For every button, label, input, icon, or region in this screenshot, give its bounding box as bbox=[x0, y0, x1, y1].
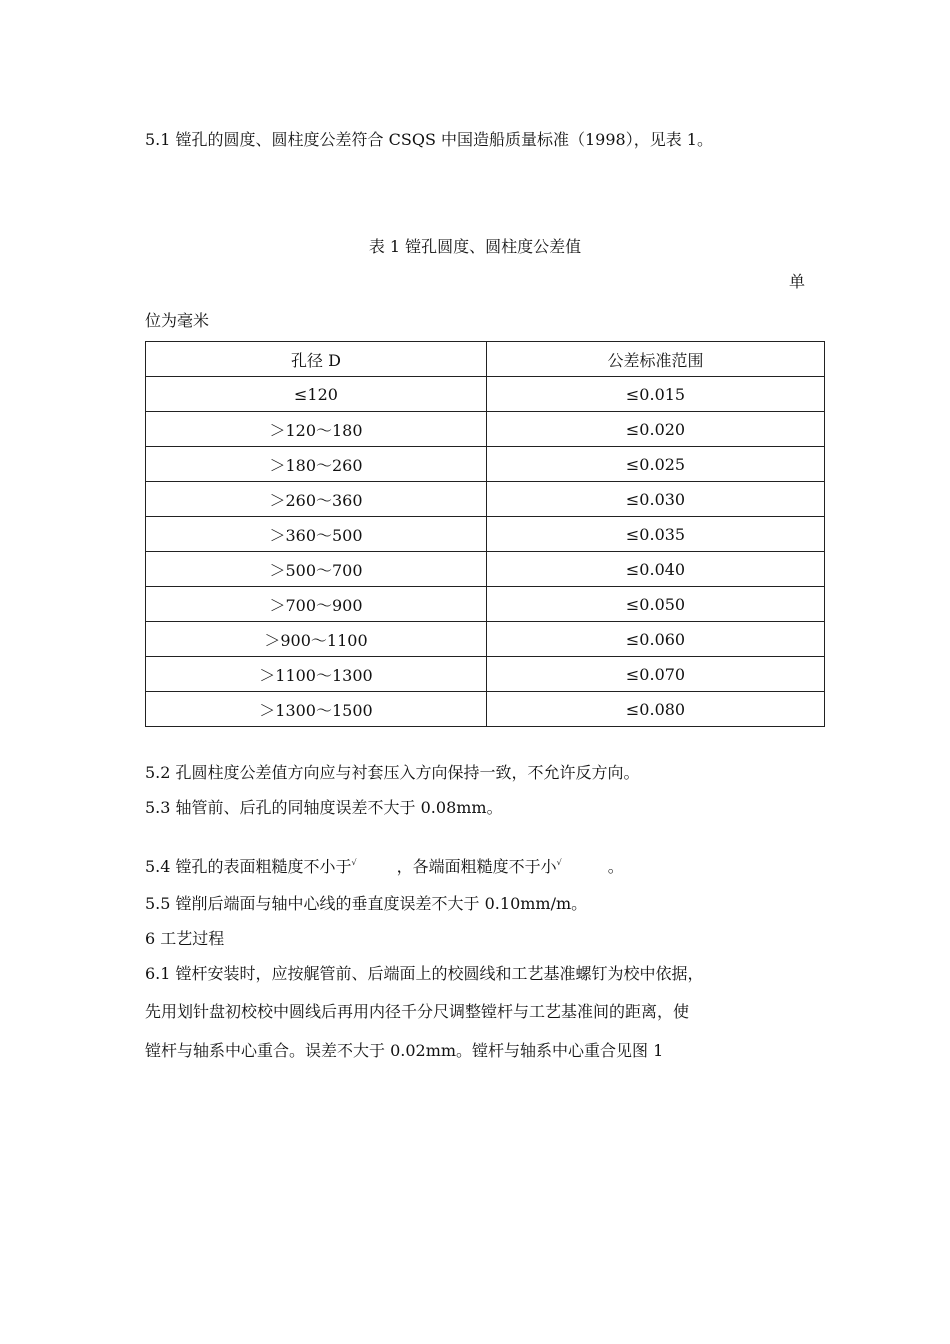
p54-text-1: 5.4 镗孔的表面粗糙度不小于 bbox=[145, 857, 352, 876]
cell-tolerance: ≤0.030 bbox=[487, 482, 825, 517]
cell-hole-diameter: ＞180～260 bbox=[146, 447, 487, 482]
table-row bbox=[146, 552, 825, 587]
paragraph-6-1-line-3: 镗杆与轴系中心重合。误差不大于 0.02mm。镗杆与轴系中心重合见图 1 bbox=[145, 1041, 664, 1060]
p54-text-2: ，各端面粗糙度不于小 bbox=[396, 857, 557, 876]
unit-label-part-2: 位为毫米 bbox=[145, 311, 210, 330]
unit-label-part-1: 单 bbox=[789, 272, 806, 291]
cell-hole-diameter: ＞1300～1500 bbox=[146, 692, 487, 727]
table-row bbox=[146, 622, 825, 657]
table-header-row bbox=[146, 342, 825, 377]
cell-hole-diameter: ＞120～180 bbox=[146, 412, 487, 447]
paragraph-5-2: 5.2 孔圆柱度公差值方向应与衬套压入方向保持一致，不允许反方向。 bbox=[145, 763, 640, 782]
table-title: 表 1 镗孔圆度、圆柱度公差值 bbox=[368, 237, 582, 256]
paragraph-5-3: 5.3 轴管前、后孔的同轴度误差不大于 0.08mm。 bbox=[145, 798, 503, 817]
cell-tolerance: ≤0.015 bbox=[487, 377, 825, 412]
table-row bbox=[146, 482, 825, 517]
cell-tolerance: ≤0.050 bbox=[487, 587, 825, 622]
table-row bbox=[146, 657, 825, 692]
table-row bbox=[146, 412, 825, 447]
tolerance-table bbox=[145, 341, 825, 727]
p54-text-3: 。 bbox=[607, 857, 624, 876]
cell-tolerance: ≤0.080 bbox=[487, 692, 825, 727]
paragraph-6-1-line-1: 6.1 镗杆安装时，应按艉管前、后端面上的校圆线和工艺基准螺钉为校中依据， bbox=[145, 964, 704, 983]
cell-hole-diameter: ＞1100～1300 bbox=[146, 657, 487, 692]
table-row bbox=[146, 377, 825, 412]
cell-hole-diameter: ＞700～900 bbox=[146, 587, 487, 622]
roughness-symbol-icon: √ bbox=[351, 858, 357, 867]
section-heading-6: 6 工艺过程 bbox=[145, 929, 225, 948]
cell-tolerance: ≤0.020 bbox=[487, 412, 825, 447]
cell-tolerance: ≤0.070 bbox=[487, 657, 825, 692]
cell-tolerance: ≤0.060 bbox=[487, 622, 825, 657]
header-hole-diameter: 孔径 D bbox=[146, 342, 487, 377]
roughness-symbol-icon: √ bbox=[556, 858, 562, 867]
table-row bbox=[146, 447, 825, 482]
paragraph-5-4 bbox=[145, 857, 624, 877]
table-row bbox=[146, 587, 825, 622]
cell-hole-diameter: ＞260～360 bbox=[146, 482, 487, 517]
cell-hole-diameter: ＞500～700 bbox=[146, 552, 487, 587]
paragraph-5-1: 5.1 镗孔的圆度、圆柱度公差符合 CSQS 中国造船质量标准（1998），见表 1。 bbox=[145, 130, 713, 149]
cell-hole-diameter: ≤120 bbox=[146, 377, 487, 412]
cell-tolerance: ≤0.040 bbox=[487, 552, 825, 587]
table-row bbox=[146, 692, 825, 727]
paragraph-5-5: 5.5 镗削后端面与轴中心线的垂直度误差不大于 0.10mm/m。 bbox=[145, 894, 588, 913]
cell-tolerance: ≤0.025 bbox=[487, 447, 825, 482]
cell-hole-diameter: ＞900～1100 bbox=[146, 622, 487, 657]
header-tolerance-range: 公差标准范围 bbox=[487, 342, 825, 377]
cell-hole-diameter: ＞360～500 bbox=[146, 517, 487, 552]
cell-tolerance: ≤0.035 bbox=[487, 517, 825, 552]
table-row bbox=[146, 517, 825, 552]
paragraph-6-1-line-2: 先用划针盘初校校中圆线后再用内径千分尺调整镗杆与工艺基准间的距离，使 bbox=[145, 1002, 690, 1021]
